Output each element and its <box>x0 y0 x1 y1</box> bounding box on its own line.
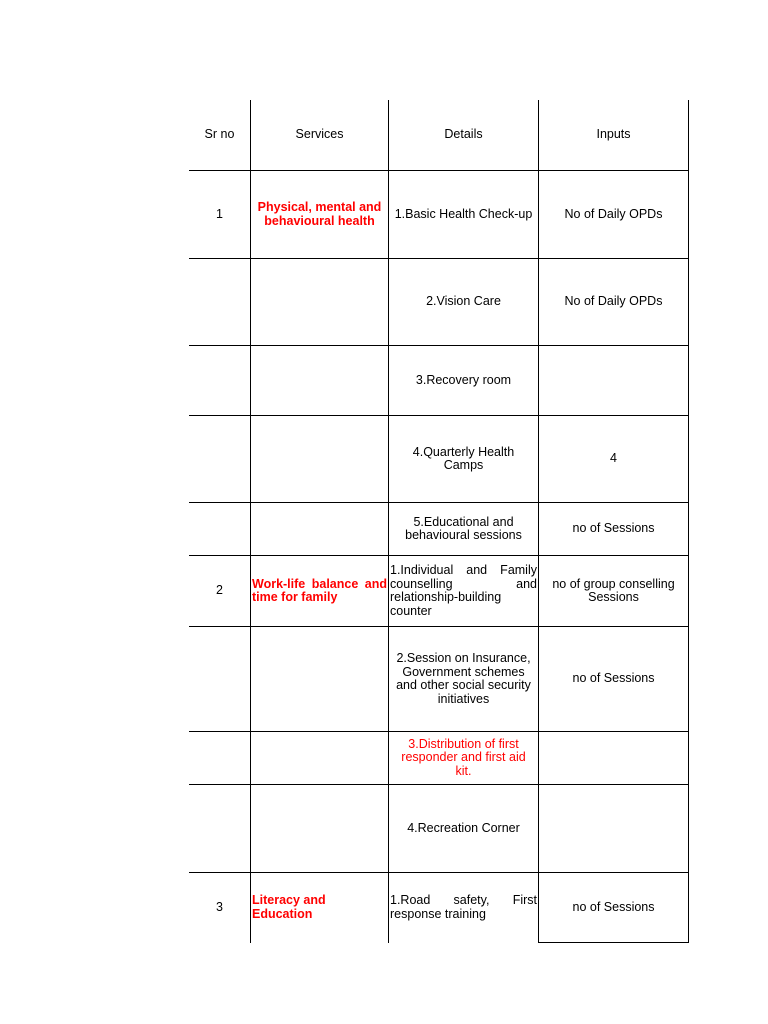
col-rule-4 <box>688 100 689 943</box>
row-rule-bottom <box>538 942 689 943</box>
row-detail: 4.Recreation Corner <box>407 820 520 835</box>
row-input: no of Sessions <box>572 899 655 914</box>
row-detail: 1.Individual and Family counselling and relationship-building counter <box>390 563 537 618</box>
row-sr-no: 1 <box>216 206 223 221</box>
header-services: Services <box>295 127 344 142</box>
row-service: Physical, mental and behavioural health <box>257 200 382 228</box>
row-detail: 1.Road safety, First response training <box>390 893 537 921</box>
row-input: no of Sessions <box>572 521 655 536</box>
header-inputs: Inputs <box>596 127 631 142</box>
row-input: no of Sessions <box>572 671 655 686</box>
row-sr-no: 2 <box>216 583 223 598</box>
header-sr-no: Sr no <box>204 127 235 142</box>
row-detail: 4.Quarterly Health Camps <box>412 444 515 472</box>
row-detail: 3.Distribution of first responder and first aid kit. <box>401 736 526 778</box>
row-input: no of group conselling Sessions <box>552 576 675 604</box>
row-detail: 3.Recovery room <box>415 372 512 387</box>
row-detail: 2.Session on Insurance, Government schemes and other social security initiatives <box>396 651 531 706</box>
row-input: 4 <box>610 451 617 466</box>
header-details: Details <box>444 127 483 142</box>
row-service: Work-life balance and time for family <box>252 576 387 604</box>
row-detail: 2.Vision Care <box>426 294 501 309</box>
row-detail: 5.Educational and behavioural sessions <box>405 514 522 542</box>
row-sr-no: 3 <box>216 899 223 914</box>
row-service: Literacy and Education <box>252 893 326 921</box>
row-input: No of Daily OPDs <box>564 206 663 221</box>
row-detail: 1.Basic Health Check-up <box>394 206 533 221</box>
row-input: No of Daily OPDs <box>564 294 663 309</box>
